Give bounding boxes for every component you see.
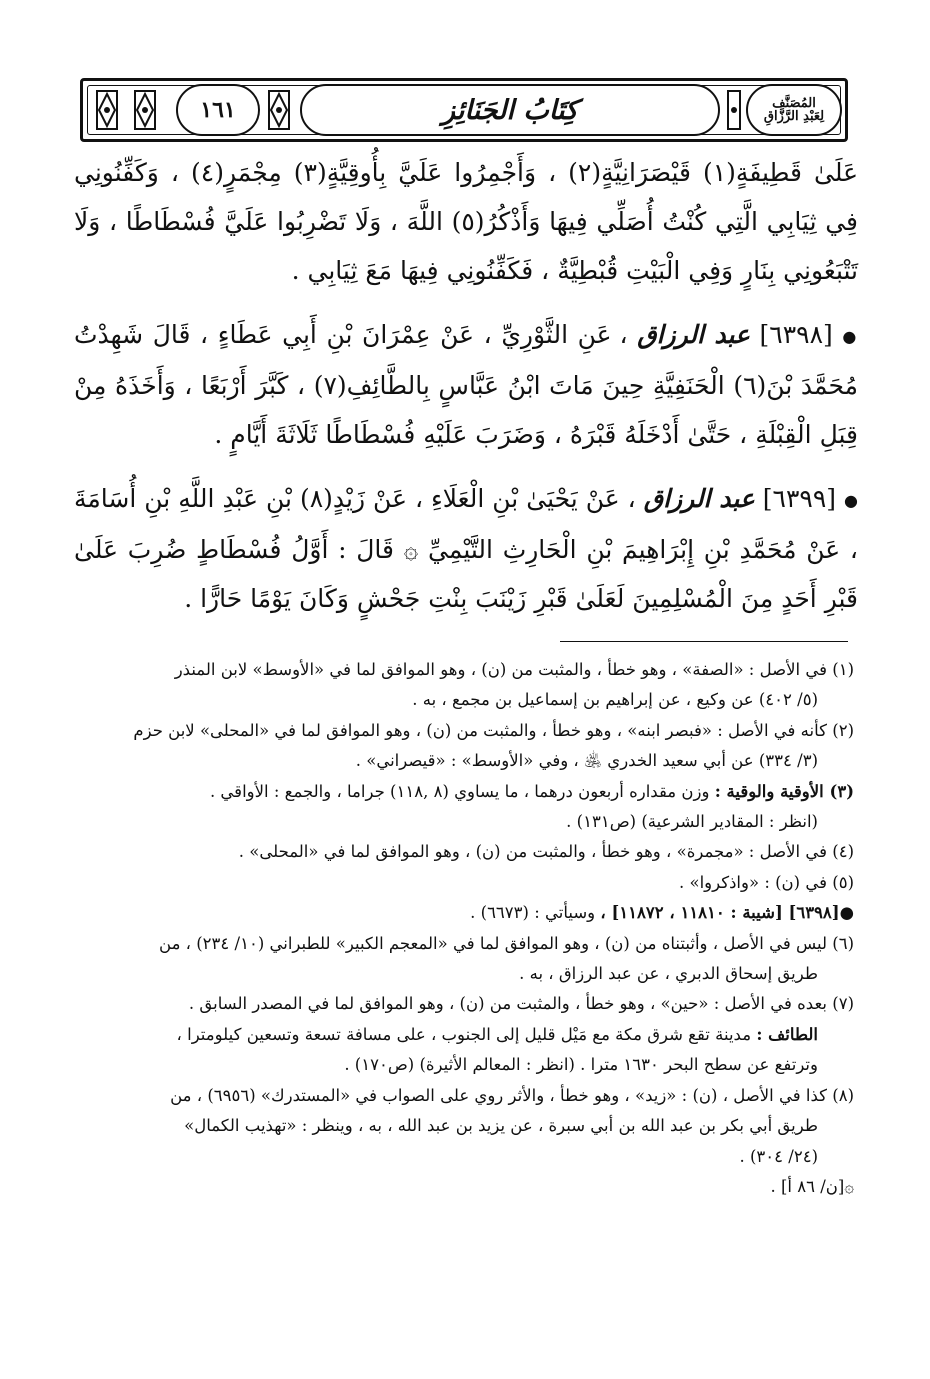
book-logo [746,84,842,136]
folio-marker: ۞[ن/ ٨٦ أ] . [770,1176,854,1196]
footnotes [74,655,854,1202]
bullet-icon: ● [839,903,854,923]
footnote-5: (٥) في (ن) : «واذكروا» . [678,872,854,892]
footnote-3-text: وزن مقداره أربعون درهما ، ما يساوي (٨ ,١١٨) جراما ، والجمع : الأواقي . [209,781,710,801]
footnote-6398-text: وسيأتي : (٦٦٧٣) . [470,903,596,923]
ornament-icon [132,88,158,132]
footnote-2: (٢) كأنه في الأصل : «فبصر ابنه» ، وهو خطأ ، والمثبت من (ن) ، وهو الموافق لما في «المحلى» لابن حزم [133,720,854,740]
logo-line-2: لِعَبْدِ الرَّزَّاقِ [763,109,825,124]
ornament-icon [726,88,742,132]
hadith-number: [٦٣٩٨] [759,320,833,349]
footnote-6398-label: [٦٣٩٨] [شيبة : ١١٨١٠ ، ١١٨٧٢] ، [600,903,840,923]
footnote-1: (١) في الأصل : «الصفة» ، وهو خطأ ، والمثبت من (ن) ، وهو الموافق لما في «الأوسط» لابن المنذر [174,660,854,679]
intro-paragraph: عَلَىٰ قَطِيفَةٍ(١) قَيْصَرَانِيَّةٍ(٢) ، وَأَجْمِرُوا عَلَيَّ بِأُوقِيَّةٍ(٣) مِجْمَرٍ(٤) ، وَكَفِّنُونِي فِي ثِيَابِي الَّتِي كُنْتُ أُصَلِّي فِيهَا وَأَذْكُرُ(٥) اللَّهَ ، وَلَا تَضْرِبُوا عَلَيَّ فُسْطَاطًا ، وَلَا تَتْبَعُونِي بِنَارٍ وَفِي الْبَيْتِ قُبْطِيَّةٌ ، فَكَفِّنُونِي فِيهَا مَعَ ثِيَابِي . [74,158,859,285]
taif-note [74,1020,854,1050]
footnote-3-cont: (انظر : المقادير الشرعية) (ص١٣١) . [566,812,818,832]
footnote-8-cont: طريق أبي بكر بن عبد الله بن أبي سبرة ، عن يزيد بن عبد الله ، به ، وينظر : «تهذيب الكمال» [184,1116,818,1136]
main-text [74,148,858,623]
footnote-6-cont: طريق إسحاق الدبري ، عن عبد الرزاق ، به . [519,964,818,984]
page-header [80,78,848,142]
footnote-7: (٧) بعده في الأصل : «حين» ، وهو خطأ ، والمثبت من (ن) ، وهو الموافق لما في المصدر السابق . [188,994,854,1014]
footnote-divider [560,641,848,642]
chapter-title: كِتَابُ الجَنَائِزِ [300,84,720,136]
footnote-3 [74,777,854,807]
bullet-icon: ● [844,491,858,510]
footnote-3-label: (٣) الأوقية والوقية : [714,781,854,801]
page-number: ١٦١ [176,84,260,136]
footnote-8: (٨) كذا في الأصل ، (ن) : «زيد» ، وهو خطأ ، والأثر روي على الصواب في «المستدرك» (٦٩٥٦) ، من [170,1085,854,1105]
source-name: عبد الرزاق [637,320,750,349]
footnote-6398 [74,898,854,928]
ornament-icon [94,88,120,132]
footnote-1-cont: (٥/ ٤٠٢) عن وكيع ، عن إبراهيم بن إسماعيل بن مجمع ، به . [412,690,818,710]
hadith-number: [٦٣٩٩] [762,484,837,513]
footnote-4: (٤) في الأصل : «مجمرة» ، وهو خطأ ، والمثبت من (ن) ، وهو الموافق لما في «المحلى» . [238,842,854,862]
taif-note-cont: وترتفع عن سطح البحر ١٦٣٠ مترا . (انظر : المعالم الأثيرة) (ص١٧٠) . [344,1055,818,1075]
taif-label: الطائف : [756,1024,818,1044]
source-name: عبد الرزاق [643,484,755,513]
hadith-text: ، عَنِ الثَّوْرِيِّ ، عَنْ عِمْرَانَ بْنِ أَبِي عَطَاءٍ ، قَالَ شَهِدْتُ مُحَمَّدَ بْنَ(٦) الْحَنَفِيَّةِ حِينَ مَاتَ ابْنُ عَبَّاسٍ بِالطَّائِفِ(٧) ، كَبَّرَ أَرْبَعًا ، وَأَخَذَهُ مِنْ قِبَلِ الْقِبْلَةِ ، حَتَّىٰ أَدْخَلَهُ قَبْرَهُ ، وَضَرَبَ عَلَيْهِ فُسْطَاطًا ثَلَاثَةَ أَيَّامٍ . [74,320,858,449]
logo-line-1: المُصَنَّف [772,96,816,111]
footnote-8-cont2: (٢٤/ ٣٠٤) . [739,1146,818,1166]
hadith-6398 [74,310,858,459]
footnote-2-cont: (٣/ ٣٣٤) عن أبي سعيد الخدري ﵁ ، وفي «الأوسط» : «قيصراني» . [355,751,818,771]
hadith-text: ، عَنْ يَحْيَىٰ بْنِ الْعَلَاءِ ، عَنْ زَيْدٍ(٨) بْنِ عَبْدِ اللَّهِ بْنِ أُسَامَةَ ، عَنْ مُحَمَّدِ بْنِ إِبْرَاهِيمَ بْنِ الْحَارِثِ التَّيْمِيِّ ۞ قَالَ : أَوَّلُ فُسْطَاطٍ ضُرِبَ عَلَىٰ قَبْرِ أَحَدٍ مِنَ الْمُسْلِمِينَ لَعَلَىٰ قَبْرِ زَيْنَبَ بِنْتِ جَحْشٍ وَكَانَ يَوْمًا حَارًّا . [74,484,858,613]
ornament-icon [266,88,292,132]
taif-text: مدينة تقع شرق مكة مع مَيْل قليل إلى الجنوب ، على مسافة تسعة وتسعين كيلومترا ، [176,1024,752,1044]
hadith-6399 [74,474,858,623]
bullet-icon: ● [842,327,858,346]
footnote-6: (٦) ليس في الأصل ، وأثبتناه من (ن) ، وهو الموافق لما في «المعجم الكبير» للطبراني (١٠/ ٢٣٤) ، من [159,933,854,953]
